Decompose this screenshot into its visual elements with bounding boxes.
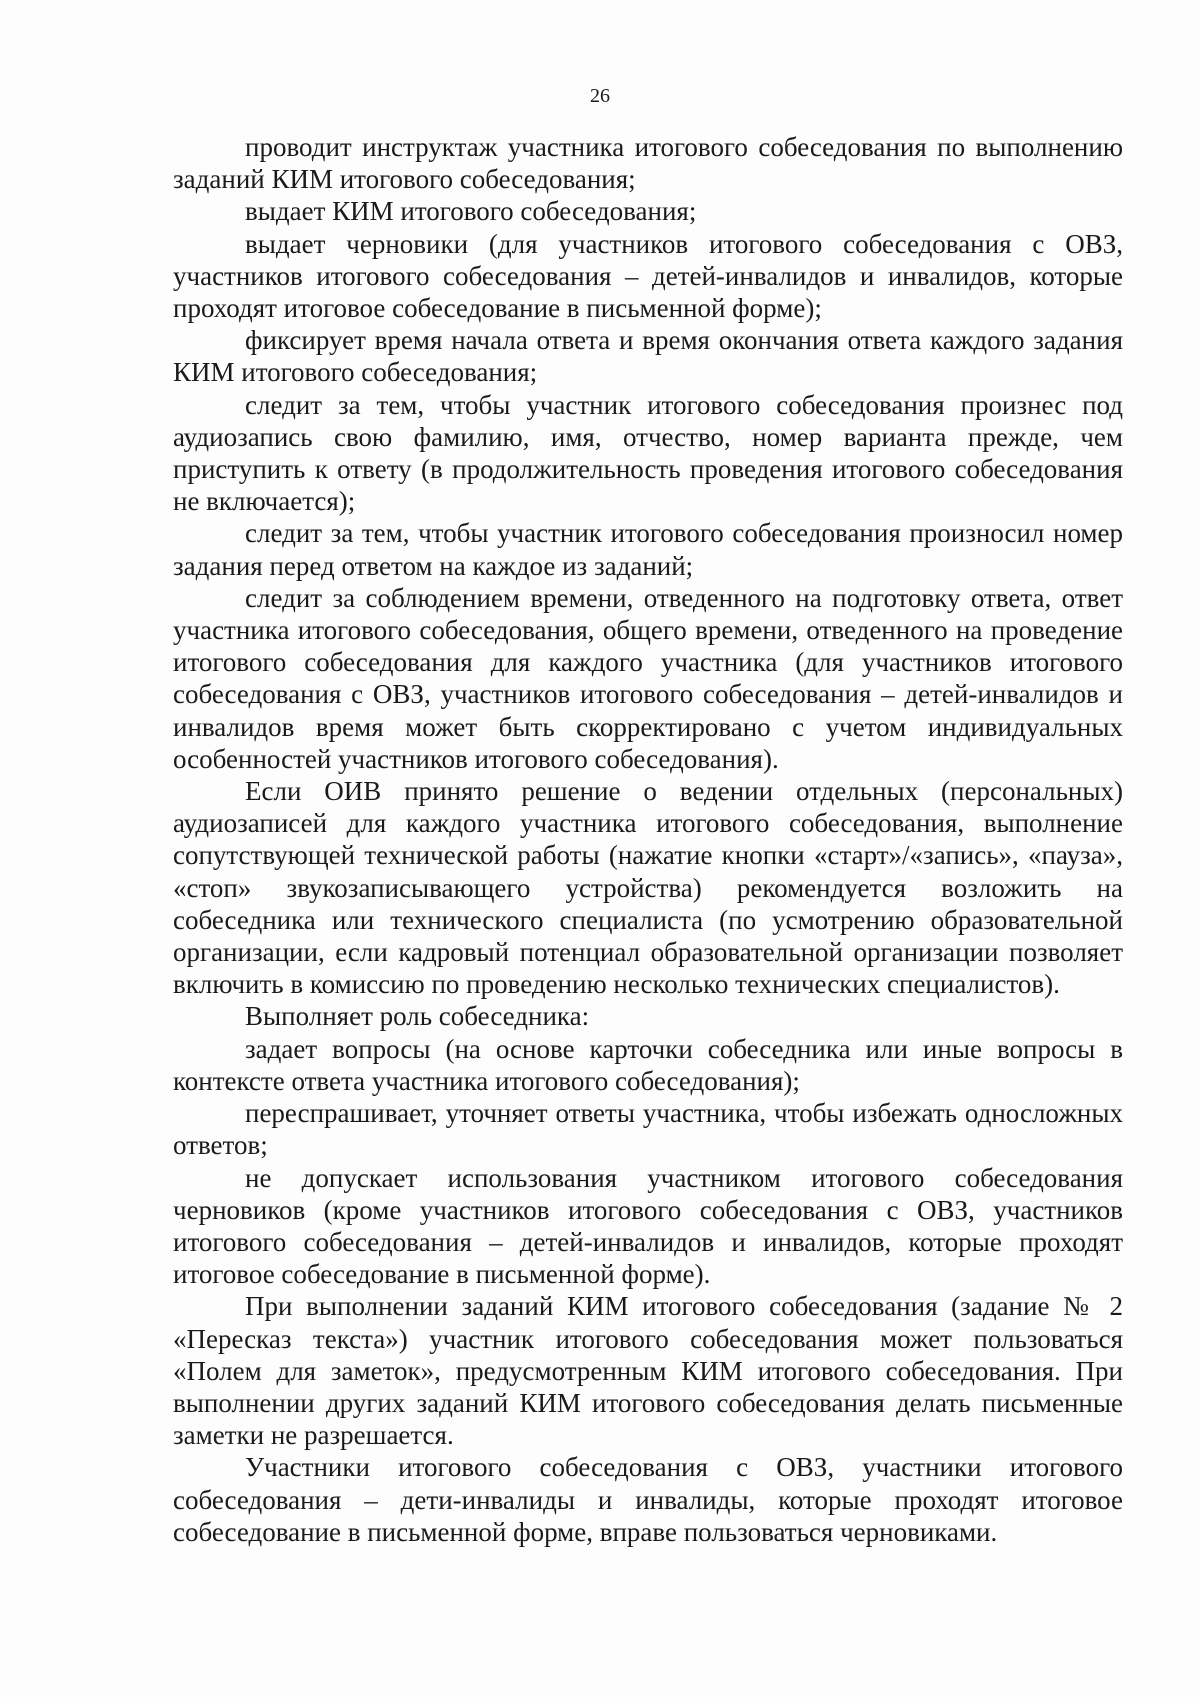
paragraph: Участники итогового собеседования с ОВЗ, участники итогового собеседования – дети-инвалиды и инвалиды, которые проходят итоговое собеседование в письменной форме, вправе пользоваться черновиками. [173,1452,1123,1547]
paragraph: выдает черновики (для участников итогового собеседования с ОВЗ, участников итогового собеседования – детей-инвалидов и инвалидов, которые проходят итоговое собеседование в письменной форме); [173,228,1123,324]
paragraph: следит за соблюдением времени, отведенного на подготовку ответа, ответ участника итогового собеседования, общего времени, отведенного на проведение итогового собеседования для каждого участника (для участников итогового собеседования с ОВЗ, участников итогового собеседования – детей-инвалидов и инвалидов время может быть скорректировано с учетом индивидуальных особенностей участников итогового собеседования). [173,582,1123,774]
paragraph: переспрашивает, уточняет ответы участника, чтобы избежать односложных ответов; [173,1098,1123,1161]
paragraph: не допускает использования участником итогового собеседования черновиков (кроме участников итогового собеседования с ОВЗ, участников итогового собеседования – детей-инвалидов и инвалидов, которые проходят итоговое собеседование в письменной форме). [173,1162,1123,1290]
paragraph: фиксирует время начала ответа и время окончания ответа каждого задания КИМ итогового собеседования; [173,325,1123,388]
paragraph: Если ОИВ принято решение о ведении отдельных (персональных) аудиозаписей для каждого участника итогового собеседования, выполнение сопутствующей технической работы (нажатие кнопки «старт»/«запись», «пауза», «стоп» звукозаписывающего устройства) рекомендуется возложить на собеседника или технического специалиста (по усмотрению образовательной организации, если кадровый потенциал образовательной организации позволяет включить в комиссию по проведению несколько технических специалистов). [173,776,1123,1000]
paragraph: Выполняет роль собеседника: [245,1001,590,1032]
paragraph: следит за тем, чтобы участник итогового собеседования произносил номер задания перед ответом на каждое из заданий; [173,518,1123,581]
paragraph: выдает КИМ итогового собеседования; [245,196,697,227]
paragraph: проводит инструктаж участника итогового собеседования по выполнению заданий КИМ итогового собеседования; [173,132,1123,195]
paragraph: следит за тем, чтобы участник итогового собеседования произнес под аудиозапись свою фамилию, имя, отчество, номер варианта прежде, чем приступить к ответу (в продолжительность проведения итогового собеседования не включается); [173,389,1123,517]
page-number: 26 [590,85,610,107]
document-body [173,131,1123,1548]
paragraph: задает вопросы (на основе карточки собеседника или иные вопросы в контексте ответа участника итогового собеседования); [173,1033,1123,1096]
paragraph: При выполнении заданий КИМ итогового собеседования (задание № 2 «Пересказ текста») участник итогового собеседования может пользоваться «Полем для заметок», предусмотренным КИМ итогового собеседования. При выполнении других заданий КИМ итогового собеседования делать письменные заметки не разрешается. [173,1291,1123,1451]
